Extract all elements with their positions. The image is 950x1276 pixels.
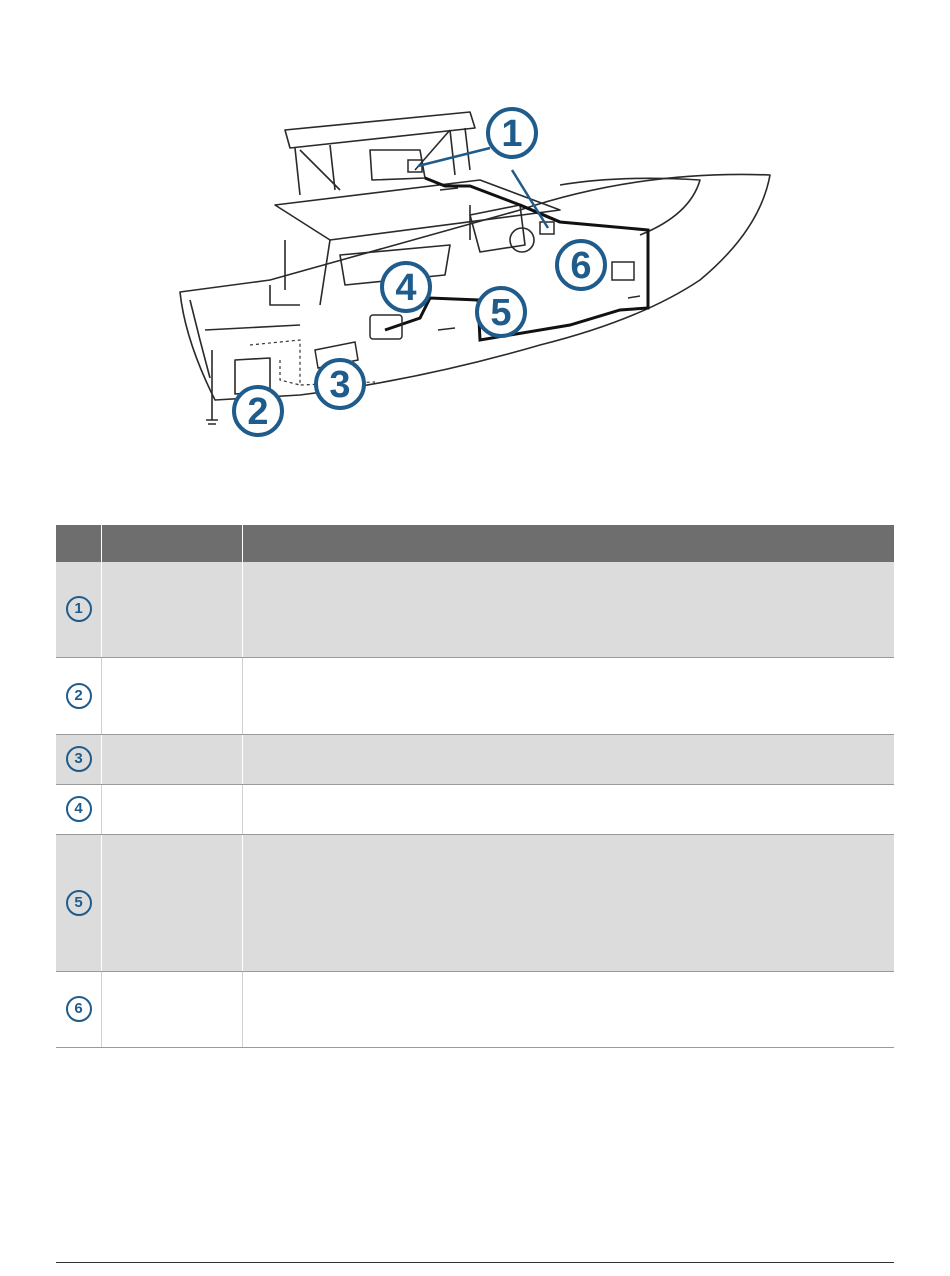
row-item-cell (102, 734, 243, 784)
table-row (56, 834, 894, 971)
svg-text:4: 4 (395, 267, 417, 309)
legend-table (56, 525, 894, 1048)
callout-5 (477, 288, 525, 336)
row-description-cell (243, 562, 895, 657)
row-number-badge: 2 (66, 683, 92, 709)
row-item-cell (102, 971, 243, 1047)
table-row (56, 657, 894, 734)
row-description-cell (243, 834, 895, 971)
row-description-cell (243, 784, 895, 834)
callout-2 (234, 387, 282, 435)
callout-3 (316, 360, 364, 408)
table-header-row (56, 525, 894, 562)
svg-text:5: 5 (490, 292, 512, 334)
header-item (102, 525, 243, 562)
row-item-cell (102, 562, 243, 657)
row-number-badge: 4 (66, 796, 92, 822)
row-item-cell (102, 834, 243, 971)
row-item-cell (102, 657, 243, 734)
table-row (56, 971, 894, 1047)
row-item-cell (102, 784, 243, 834)
boat-t-top (285, 112, 475, 148)
table-row (56, 562, 894, 657)
callout-1 (488, 109, 536, 157)
svg-text:3: 3 (329, 364, 351, 406)
footer-divider (56, 1262, 894, 1263)
row-description-cell (243, 971, 895, 1047)
callout-6 (557, 241, 605, 289)
svg-text:2: 2 (247, 391, 269, 433)
header-number (56, 525, 102, 562)
row-number-badge: 6 (66, 996, 92, 1022)
boat-installation-diagram (150, 90, 810, 450)
table-row (56, 734, 894, 784)
row-description-cell (243, 734, 895, 784)
boat-hull (180, 174, 770, 400)
row-description-cell (243, 657, 895, 734)
svg-text:1: 1 (501, 113, 523, 155)
row-number-badge: 3 (66, 746, 92, 772)
callout-4 (382, 263, 430, 311)
row-number-badge: 5 (66, 890, 92, 916)
svg-text:6: 6 (570, 245, 592, 287)
row-number-badge: 1 (66, 596, 92, 622)
table-row (56, 784, 894, 834)
header-description (243, 525, 895, 562)
